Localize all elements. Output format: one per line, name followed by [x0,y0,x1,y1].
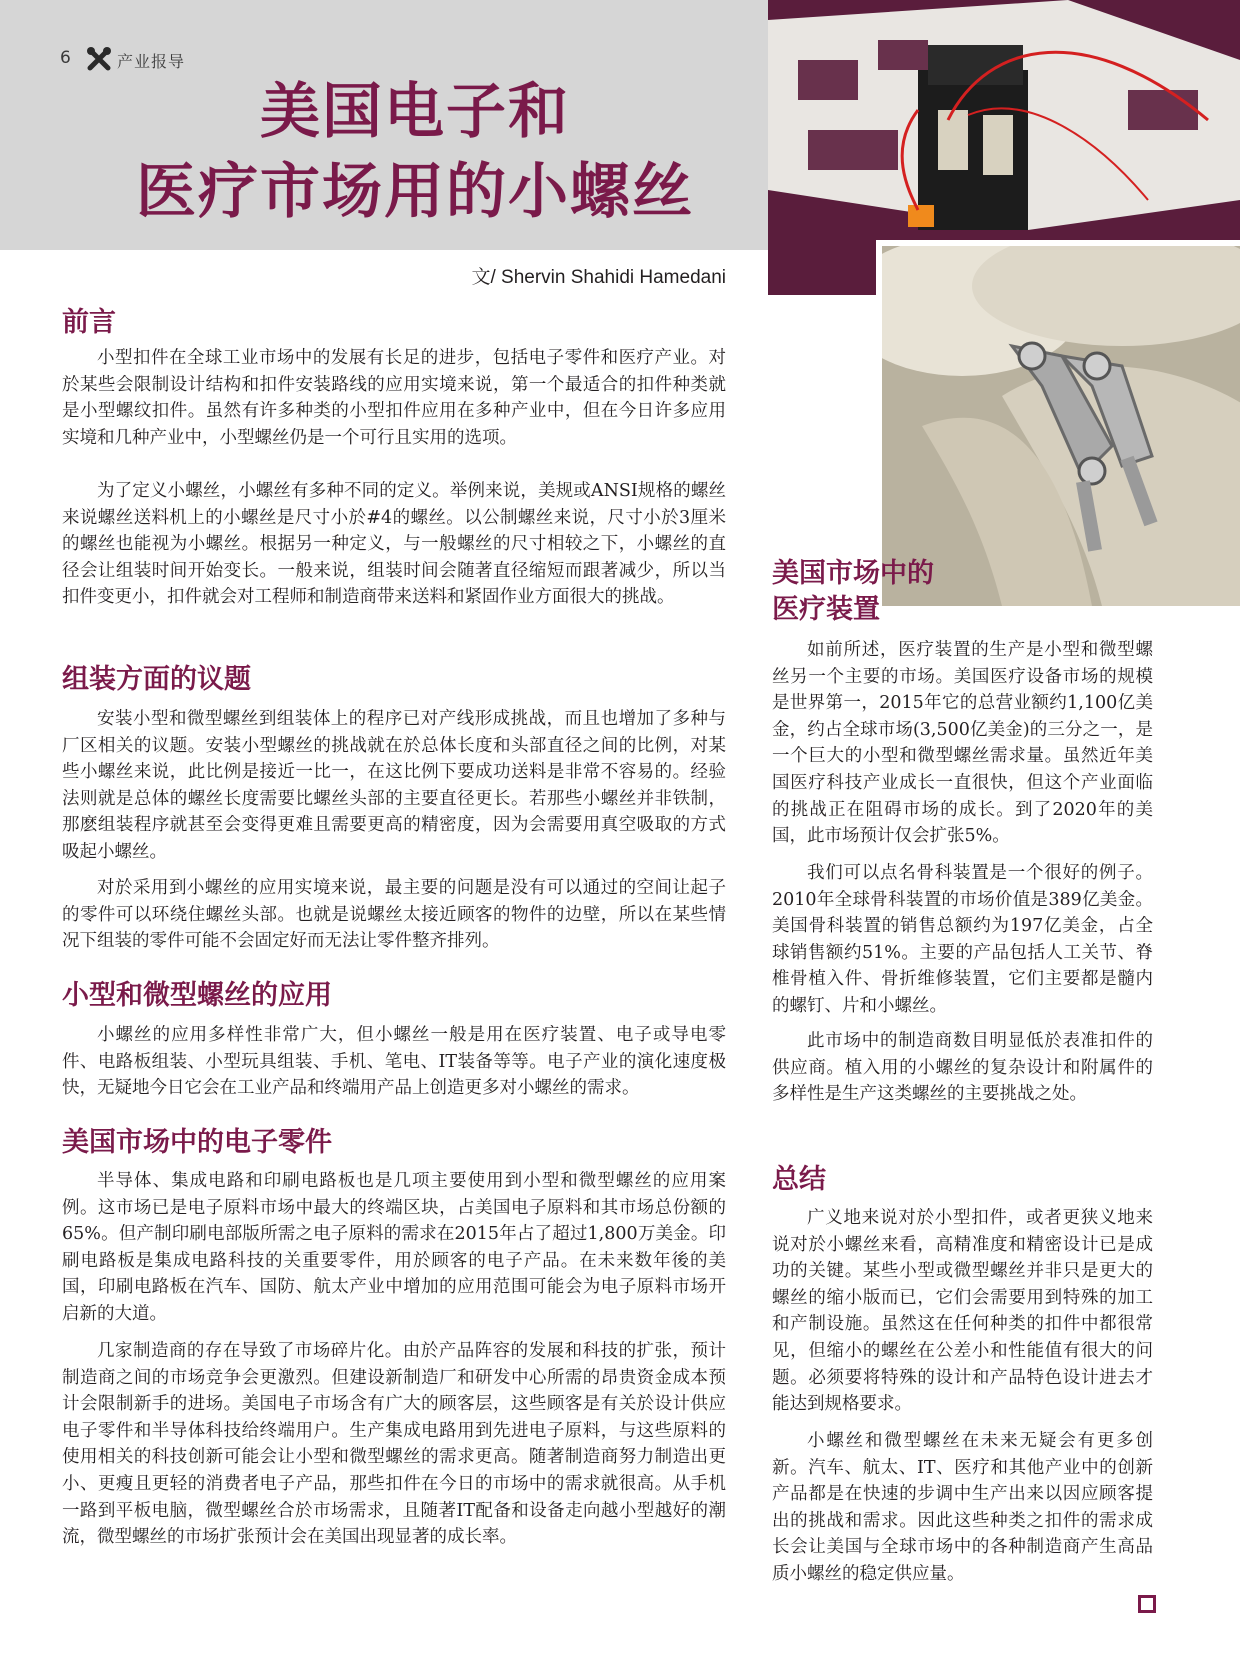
byline: 文/ Shervin Shahidi Hamedani [471,267,726,288]
heading-applications: 小型和微型螺丝的应用 [62,980,332,1011]
end-of-article-mark [1138,1595,1156,1613]
assembly-paragraph-1: 安装小型和微型螺丝到组装体上的程序已对产线形成挑战，而且也增加了多种与厂区相关的议题。安装小型螺丝的挑战就在於总体长度和头部直径之间的比例，对某些小螺丝来说，此比例是接近一比一，在这比例下要成功送料是非常不容易的。经验法则就是总体的螺丝长度需要比螺丝头部的主要直径更长。若那些小螺丝并非铁制，那麽组装程序就甚至会变得更难且需要更高的精密度，因为会需要用真空吸取的方式吸起小螺丝。 [62,709,726,862]
electronics-paragraph-1: 半导体、集成电路和印刷电路板也是几项主要使用到小型和微型螺丝的应用案例。这市场已是电子原料市场中最大的终端区块，占美国电子原料和其市场总份额的65%。但产制印刷电部版所需之电子原料的需求在2015年占了超过1,800万美金。印刷电路板是集成电路科技的关重要零件，用於顾客的电子产品。在未来数年後的美国，印刷电路板在汽车、国防、航太产业中增加的应用范围可能会为电子原料市场开启新的大道。 [62,1171,726,1324]
heading-medical-line-2: 医疗装置 [772,594,880,625]
heading-medical [772,556,934,628]
heading-assembly: 组装方面的议题 [62,664,251,695]
bone-implant-illustration [882,246,1240,606]
preface-paragraph-2: 为了定义小螺丝，小螺丝有多种不同的定义。举例来说，美规或ANSI规格的螺丝来说螺丝送料机上的小螺丝是尺寸小於#4的螺丝。以公制螺丝来说，尺寸小於3厘米的螺丝也能视为小螺丝。根据另一种定义，与一般螺丝的尺寸相较之下，小螺丝的直径会让组装时间开始变长。一般来说，组装时间会随著直径缩短而跟著减少，所以当扣件变更小，扣件就会对工程师和制造商带来送料和紧固作业方面很大的挑战。 [62,481,726,608]
medical-paragraph-1: 如前所述，医疗装置的生产是小型和微型螺丝另一个主要的市场。美国医疗设备市场的规模是世界第一，2015年它的总营业额约1,100亿美金，约占全球市场(3,500亿美金)的三分之一，是一个巨大的小型和微型螺丝需求量。虽然近年美国医疗科技产业成长一直很快，但这个产业面临的挑战正在阻碍市场的成长。到了2020年的美国，此市场预计仅会扩张5%。 [772,640,1153,847]
title-line-1: 美国电子和 [260,77,570,147]
heading-summary: 总结 [772,1164,826,1195]
bone-implant-photo [876,240,1240,606]
medical-paragraph-3: 此市场中的制造商数目明显低於表准扣件的供应商。植入用的小螺丝的复杂设计和附属件的多样性是生产这类螺丝的主要挑战之处。 [772,1031,1153,1105]
tools-icon [86,46,112,72]
heading-electronics: 美国市场中的电子零件 [62,1127,332,1158]
summary-paragraph-2: 小螺丝和微型螺丝在未来无疑会有更多创新。汽车、航太、IT、医疗和其他产业中的创新产品都是在快速的步调中生产出来以因应顾客提出的挑战和需求。因此这些种类之扣件的需求成长会让美国与全球市场中的各种制造商产生高品质小螺丝的稳定供应量。 [772,1431,1153,1584]
applications-paragraph-1: 小螺丝的应用多样性非常广大，但小螺丝一般是用在医疗装置、电子或导电零件、电路板组装、小型玩具组装、手机、笔电、IT装备等等。电子产业的演化速度极快，无疑地今日它会在工业产品和终端用产品上创造更多对小螺丝的需求。 [62,1025,726,1099]
assembly-paragraph-2: 对於采用到小螺丝的应用实境来说，最主要的问题是没有可以通过的空间让起子的零件可以环绕住螺丝头部。也就是说螺丝太接近顾客的物件的边壁，所以在某些情况下组装的零件可能不会固定好而无法让零件整齐排列。 [62,878,726,952]
heading-medical-line-1: 美国市场中的 [772,558,934,589]
preface-paragraph-1: 小型扣件在全球工业市场中的发展有长足的进步，包括电子零件和医疗产业。对於某些会限制设计结构和扣件安装路线的应用实境来说，第一个最适合的扣件种类就是小型螺纹扣件。虽然有许多种类的小型扣件应用在多种产业中，但在今日许多应用实境和几种产业中，小型螺丝仍是一个可行且实用的选项。 [62,348,726,448]
page-number: 6 [60,48,71,68]
electronics-paragraph-2: 几家制造商的存在导致了市场碎片化。由於产品阵容的发展和科技的扩张，预计制造商之间的市场竞争会更激烈。但建设新制造厂和研发中心所需的昂贵资金成本预计会限制新手的进场。美国电子市场含有广大的顾客层，这些顾客是有关於设计供应电子零件和半导体科技给终端用户。生产集成电路用到先进电子原料，与这些原料的使用相关的科技创新可能会让小型和微型螺丝的需求更高。随著制造商努力制造出更小、更瘦且更轻的消费者电子产品，那些扣件在今日的市场中的需求就很高。从手机一路到平板电脑，微型螺丝合於市场需求，且随著IT配备和设备走向越小型越好的潮流，微型螺丝的市场扩张预计会在美国出现显著的成长率。 [62,1341,726,1548]
summary-paragraph-1: 广义地来说对於小型扣件，或者更狭义地来说对於小螺丝来看，高精准度和精密设计已是成功的关键。某些小型或微型螺丝并非只是更大的螺丝的缩小版而已，它们会需要用到特殊的加工和产制设施。虽然这在任何种类的扣件中都很常见，但缩小的螺丝在公差小和性能值有很大的问题。必须要将特殊的设计和产品特色设计进去才能达到规格要求。 [772,1208,1153,1415]
heading-preface: 前言 [62,307,116,338]
title-line-2: 医疗市场用的小螺丝 [136,157,694,227]
section-label: 产业报导 [117,52,186,71]
medical-paragraph-2: 我们可以点名骨科装置是一个很好的例子。2010年全球骨科装置的市场价值是389亿美金。美国骨科装置的销售总额约为197亿美金，占全球销售额约51%。主要的产品包括人工关节、脊椎骨植入件、骨折维修装置，它们主要都是髓内的螺钉、片和小螺丝。 [772,863,1153,1016]
article-title [100,72,730,232]
